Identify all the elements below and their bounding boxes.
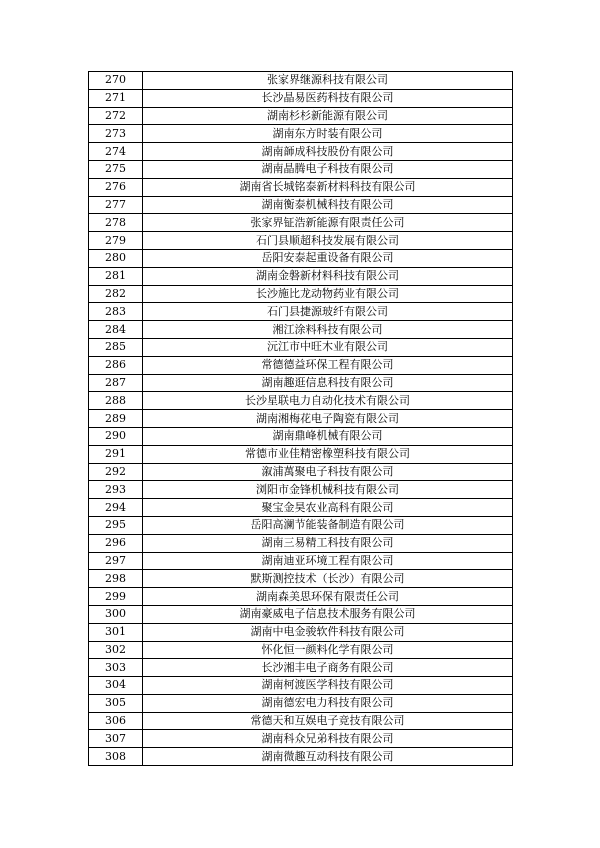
table-row [89, 356, 513, 374]
company-name: 湖南柯渡医学科技有限公司 [143, 677, 513, 695]
row-number: 273 [89, 125, 143, 143]
table-row [89, 659, 513, 677]
row-number: 294 [89, 499, 143, 517]
row-number: 288 [89, 392, 143, 410]
company-name: 湖南科众兄弟科技有限公司 [143, 730, 513, 748]
table-row [89, 178, 513, 196]
company-name: 湘江涂料科技有限公司 [143, 321, 513, 339]
table-row [89, 285, 513, 303]
company-name: 默斯测控技术（长沙）有限公司 [143, 570, 513, 588]
company-name: 常德天和互娱电子竞技有限公司 [143, 712, 513, 730]
table-row [89, 427, 513, 445]
row-number: 298 [89, 570, 143, 588]
table-row [89, 410, 513, 428]
company-name: 常德市业佳精密橡塑科技有限公司 [143, 445, 513, 463]
table-row [89, 623, 513, 641]
row-number: 303 [89, 659, 143, 677]
row-number: 283 [89, 303, 143, 321]
table-row [89, 392, 513, 410]
table-row [89, 321, 513, 339]
table-row [89, 143, 513, 161]
table-row [89, 552, 513, 570]
table-row [89, 641, 513, 659]
table-row [89, 232, 513, 250]
company-name: 岳阳安泰起重设备有限公司 [143, 249, 513, 267]
company-name: 湖南迪亚环境工程有限公司 [143, 552, 513, 570]
table-row [89, 338, 513, 356]
row-number: 305 [89, 694, 143, 712]
table-row [89, 72, 513, 90]
company-name: 常德德益环保工程有限公司 [143, 356, 513, 374]
table-row [89, 374, 513, 392]
table-row [89, 588, 513, 606]
company-name: 湖南衡泰机械科技有限公司 [143, 196, 513, 214]
table-row [89, 125, 513, 143]
row-number: 307 [89, 730, 143, 748]
table-row [89, 516, 513, 534]
row-number: 277 [89, 196, 143, 214]
row-number: 284 [89, 321, 143, 339]
table-row [89, 677, 513, 695]
row-number: 300 [89, 605, 143, 623]
company-name: 张家界钲浩新能源有限责任公司 [143, 214, 513, 232]
row-number: 275 [89, 160, 143, 178]
row-number: 282 [89, 285, 143, 303]
row-number: 304 [89, 677, 143, 695]
company-name: 湖南东方时装有限公司 [143, 125, 513, 143]
company-name: 湖南湘梅花电子陶瓷有限公司 [143, 410, 513, 428]
company-name: 湖南晶腾电子科技有限公司 [143, 160, 513, 178]
row-number: 278 [89, 214, 143, 232]
company-name: 湖南鼎峰机械有限公司 [143, 427, 513, 445]
company-name: 溆浦萬聚电子科技有限公司 [143, 463, 513, 481]
company-name: 石门县顺超科技发展有限公司 [143, 232, 513, 250]
row-number: 295 [89, 516, 143, 534]
row-number: 302 [89, 641, 143, 659]
company-name: 湖南森美思环保有限责任公司 [143, 588, 513, 606]
table-row [89, 694, 513, 712]
company-name: 张家界继源科技有限公司 [143, 72, 513, 90]
company-name: 湖南豪威电子信息技术服务有限公司 [143, 605, 513, 623]
company-name: 湖南德宏电力科技有限公司 [143, 694, 513, 712]
table-row [89, 249, 513, 267]
table-row [89, 445, 513, 463]
company-name: 石门县捷源玻纤有限公司 [143, 303, 513, 321]
table-row [89, 196, 513, 214]
table-row [89, 214, 513, 232]
row-number: 280 [89, 249, 143, 267]
company-name: 湖南省长城铭泰新材料科技有限公司 [143, 178, 513, 196]
company-name: 长沙星联电力自动化技术有限公司 [143, 392, 513, 410]
company-name: 湖南微趣互动科技有限公司 [143, 748, 513, 766]
row-number: 285 [89, 338, 143, 356]
row-number: 291 [89, 445, 143, 463]
table-row [89, 160, 513, 178]
company-name: 浏阳市金锋机械科技有限公司 [143, 481, 513, 499]
table-row [89, 534, 513, 552]
row-number: 292 [89, 463, 143, 481]
row-number: 296 [89, 534, 143, 552]
row-number: 286 [89, 356, 143, 374]
table-row [89, 107, 513, 125]
table-row [89, 499, 513, 517]
company-name: 湖南趣逛信息科技有限公司 [143, 374, 513, 392]
table-row [89, 463, 513, 481]
row-number: 270 [89, 72, 143, 90]
row-number: 306 [89, 712, 143, 730]
company-name: 长沙湘丰电子商务有限公司 [143, 659, 513, 677]
table-row [89, 712, 513, 730]
company-name: 怀化恒一颜料化学有限公司 [143, 641, 513, 659]
company-name: 湖南韴成科技股份有限公司 [143, 143, 513, 161]
table-row [89, 748, 513, 766]
row-number: 274 [89, 143, 143, 161]
company-list-body [89, 72, 513, 766]
table-row [89, 89, 513, 107]
table-row [89, 570, 513, 588]
row-number: 297 [89, 552, 143, 570]
row-number: 276 [89, 178, 143, 196]
row-number: 279 [89, 232, 143, 250]
table-row [89, 303, 513, 321]
row-number: 308 [89, 748, 143, 766]
company-name: 长沙施比龙动物药业有限公司 [143, 285, 513, 303]
row-number: 287 [89, 374, 143, 392]
row-number: 290 [89, 427, 143, 445]
company-name: 沅江市中旺木业有限公司 [143, 338, 513, 356]
company-name: 岳阳高澜节能装备制造有限公司 [143, 516, 513, 534]
row-number: 301 [89, 623, 143, 641]
company-name: 湖南三易精工科技有限公司 [143, 534, 513, 552]
company-name: 长沙晶易医药科技有限公司 [143, 89, 513, 107]
table-row [89, 605, 513, 623]
company-name: 湖南杉杉新能源有限公司 [143, 107, 513, 125]
table-row [89, 481, 513, 499]
row-number: 299 [89, 588, 143, 606]
row-number: 272 [89, 107, 143, 125]
company-name: 湖南金磐新材料科技有限公司 [143, 267, 513, 285]
row-number: 289 [89, 410, 143, 428]
company-list-table [88, 71, 513, 766]
row-number: 281 [89, 267, 143, 285]
row-number: 293 [89, 481, 143, 499]
company-name: 聚宝金昊农业高科有限公司 [143, 499, 513, 517]
table-row [89, 267, 513, 285]
company-name: 湖南中电金骏软件科技有限公司 [143, 623, 513, 641]
row-number: 271 [89, 89, 143, 107]
table-row [89, 730, 513, 748]
